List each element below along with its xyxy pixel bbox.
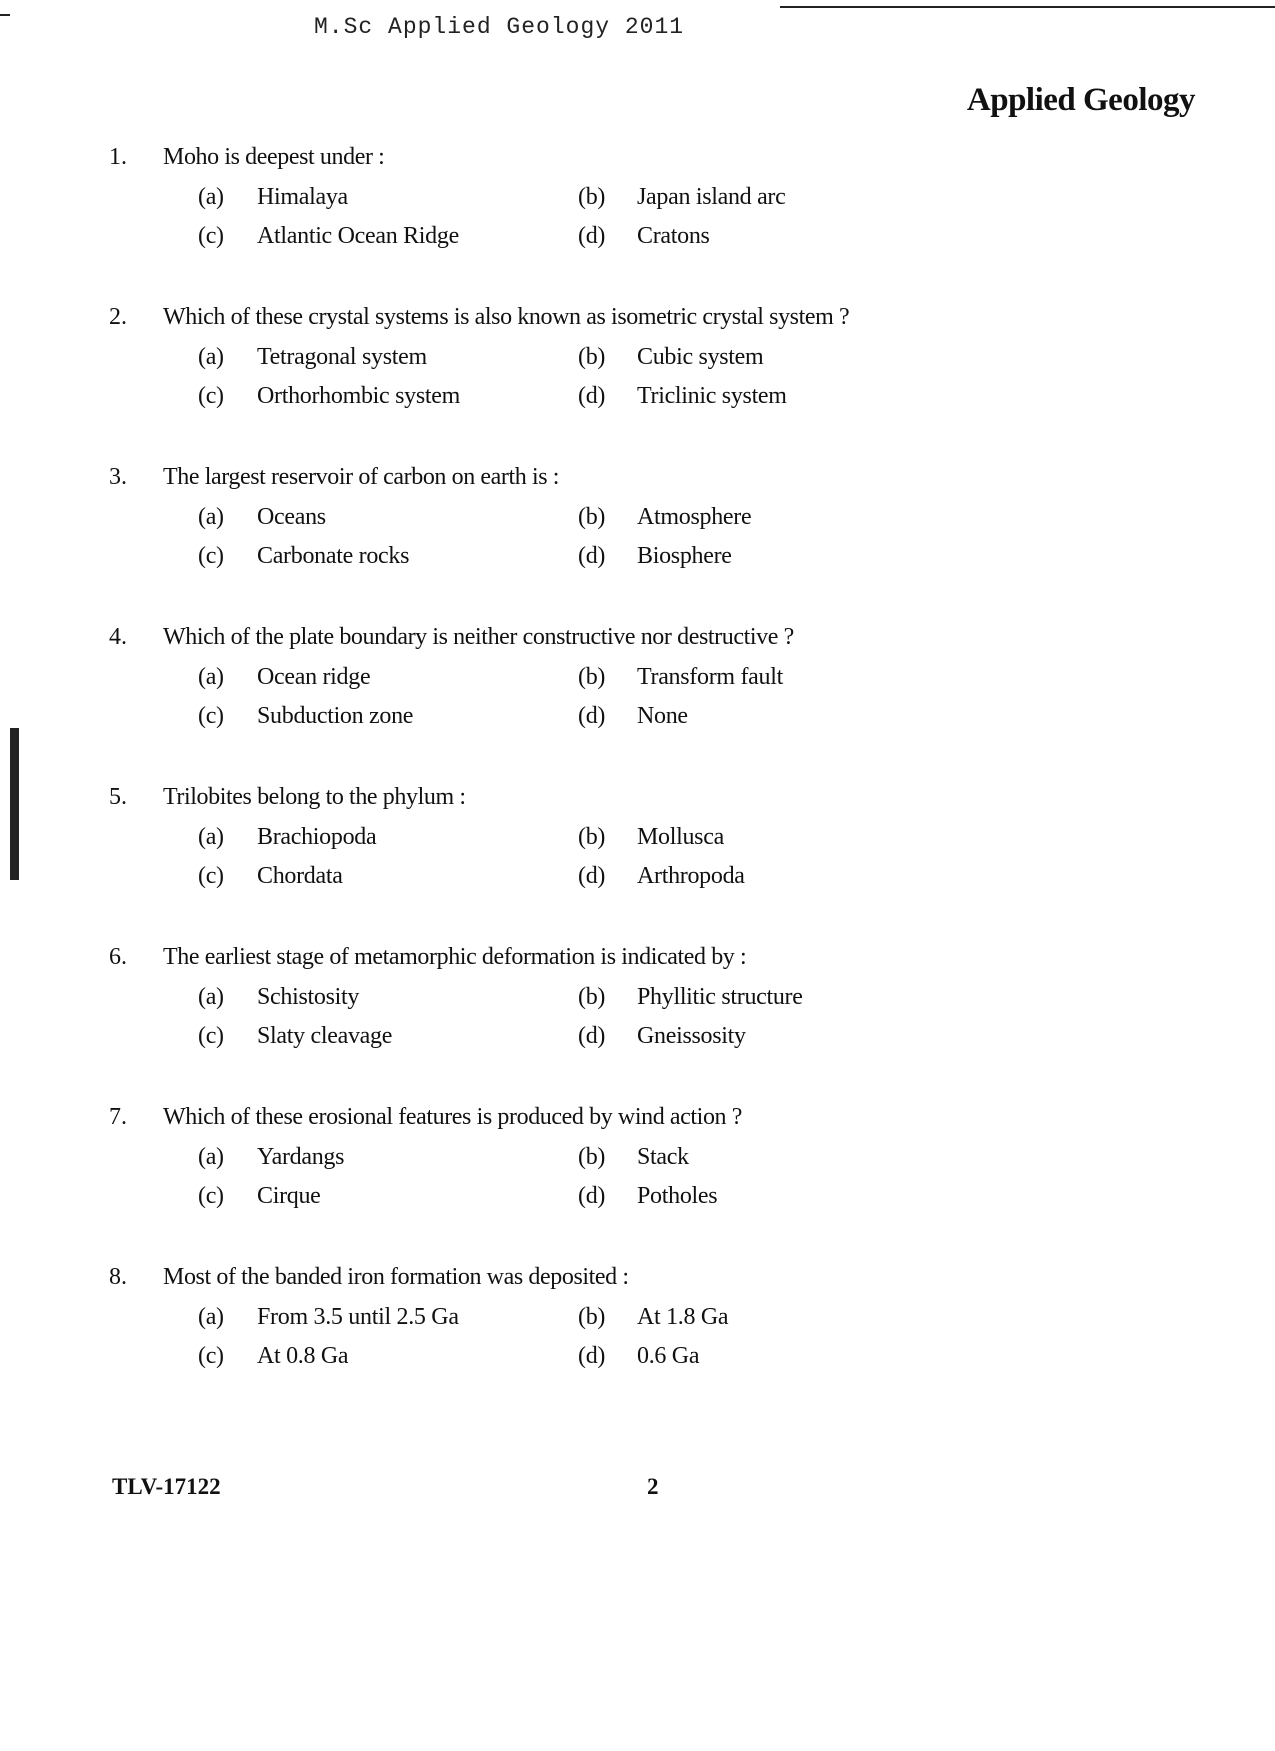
option-label: (b) <box>578 504 606 530</box>
option-label: (b) <box>578 984 606 1010</box>
question-item <box>0 780 1275 940</box>
question-item <box>0 1260 1275 1420</box>
question-number: 5. <box>109 784 127 810</box>
option-label: (d) <box>578 863 606 889</box>
option-text: Biosphere <box>637 543 732 569</box>
corner-mark <box>0 14 10 16</box>
question-number: 3. <box>109 464 127 490</box>
option-text: Mollusca <box>637 824 724 850</box>
question-number: 6. <box>109 944 127 970</box>
question-item <box>0 460 1275 620</box>
option-text: Himalaya <box>257 184 348 210</box>
section-title: Applied Geology <box>966 82 1195 118</box>
option-text: Schistosity <box>257 984 360 1010</box>
footer-code: TLV-17122 <box>112 1474 221 1499</box>
option-text: Stack <box>637 1144 689 1170</box>
question-text: Which of the plate boundary is neither constructive nor destructive ? <box>163 624 794 650</box>
header-title: M.Sc Applied Geology 2011 <box>314 14 685 40</box>
option-text: Atlantic Ocean Ridge <box>257 223 459 249</box>
option-label: (b) <box>578 344 606 370</box>
option-label: (c) <box>198 1343 224 1369</box>
option-label: (b) <box>578 824 606 850</box>
question-text: The earliest stage of metamorphic deformation is indicated by : <box>163 944 747 970</box>
option-text: Orthorhombic system <box>257 383 460 409</box>
option-text: Ocean ridge <box>257 664 371 690</box>
option-label: (a) <box>198 344 224 370</box>
option-text: Gneissosity <box>637 1023 746 1049</box>
option-text: At 0.8 Ga <box>257 1343 349 1369</box>
option-label: (c) <box>198 1023 224 1049</box>
question-number: 1. <box>109 144 127 170</box>
option-text: From 3.5 until 2.5 Ga <box>257 1304 459 1330</box>
option-label: (c) <box>198 383 224 409</box>
option-label: (b) <box>578 664 606 690</box>
option-label: (c) <box>198 863 224 889</box>
question-number: 4. <box>109 624 127 650</box>
option-label: (a) <box>198 184 224 210</box>
option-label: (b) <box>578 1144 606 1170</box>
option-text: Slaty cleavage <box>257 1023 393 1049</box>
option-label: (a) <box>198 1144 224 1170</box>
option-label: (a) <box>198 1304 224 1330</box>
option-label: (b) <box>578 1304 606 1330</box>
option-text: Transform fault <box>637 664 783 690</box>
question-text: Trilobites belong to the phylum : <box>163 784 466 810</box>
option-text: Japan island arc <box>637 184 786 210</box>
option-text: Cubic system <box>637 344 764 370</box>
option-text: Brachiopoda <box>257 824 377 850</box>
option-text: Atmosphere <box>637 504 752 530</box>
question-text: Moho is deepest under : <box>163 144 385 170</box>
option-label: (c) <box>198 543 224 569</box>
option-text: At 1.8 Ga <box>637 1304 729 1330</box>
question-list <box>0 140 1275 1420</box>
question-item <box>0 140 1275 300</box>
option-label: (d) <box>578 543 606 569</box>
option-text: Carbonate rocks <box>257 543 410 569</box>
option-label: (a) <box>198 504 224 530</box>
option-text: Cratons <box>637 223 710 249</box>
option-label: (d) <box>578 383 606 409</box>
question-text: Which of these erosional features is produced by wind action ? <box>163 1104 742 1130</box>
option-text: Potholes <box>637 1183 718 1209</box>
question-item <box>0 300 1275 460</box>
option-label: (c) <box>198 223 224 249</box>
question-number: 8. <box>109 1264 127 1290</box>
option-text: Tetragonal system <box>257 344 427 370</box>
question-text: Most of the banded iron formation was deposited : <box>163 1264 629 1290</box>
option-label: (b) <box>578 184 606 210</box>
top-rule <box>780 6 1275 8</box>
question-text: The largest reservoir of carbon on earth is : <box>163 464 560 490</box>
option-text: None <box>637 703 688 729</box>
option-label: (d) <box>578 1023 606 1049</box>
option-label: (a) <box>198 664 224 690</box>
question-number: 7. <box>109 1104 127 1130</box>
option-text: Triclinic system <box>637 383 787 409</box>
option-label: (d) <box>578 703 606 729</box>
option-text: Phyllitic structure <box>637 984 803 1010</box>
option-text: Cirque <box>257 1183 321 1209</box>
option-label: (c) <box>198 703 224 729</box>
page-number: 2 <box>647 1474 659 1499</box>
option-text: Oceans <box>257 504 326 530</box>
option-label: (a) <box>198 984 224 1010</box>
question-item <box>0 1100 1275 1260</box>
question-item <box>0 620 1275 780</box>
option-text: Subduction zone <box>257 703 414 729</box>
option-label: (c) <box>198 1183 224 1209</box>
option-text: 0.6 Ga <box>637 1343 700 1369</box>
question-item <box>0 940 1275 1100</box>
option-label: (d) <box>578 223 606 249</box>
option-label: (d) <box>578 1343 606 1369</box>
question-number: 2. <box>109 304 127 330</box>
question-text: Which of these crystal systems is also known as isometric crystal system ? <box>163 304 850 330</box>
option-text: Chordata <box>257 863 343 889</box>
option-text: Yardangs <box>257 1144 345 1170</box>
option-label: (d) <box>578 1183 606 1209</box>
option-text: Arthropoda <box>637 863 745 889</box>
option-label: (a) <box>198 824 224 850</box>
